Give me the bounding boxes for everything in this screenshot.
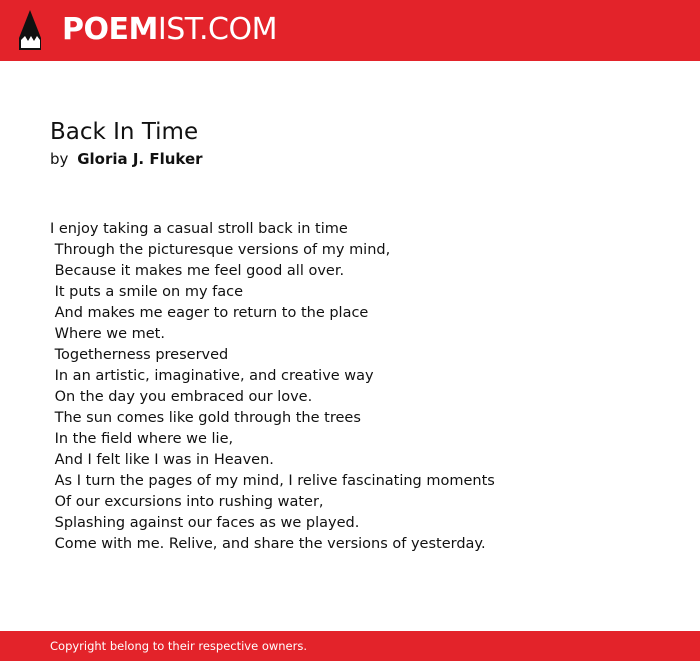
author-name: Gloria J. Fluker [77, 150, 203, 168]
poem-line: Of our excursions into rushing water, [50, 494, 324, 510]
byline [50, 149, 203, 169]
poem-line: And I felt like I was in Heaven. [50, 452, 274, 468]
site-logo-text[interactable] [62, 12, 277, 48]
poem-line: It puts a smile on my face [50, 284, 244, 300]
poem-line: As I turn the pages of my mind, I relive fascinating moments [50, 473, 495, 489]
poem-title: Back In Time [50, 119, 199, 145]
by-label: by [50, 150, 69, 168]
poem-line: I enjoy taking a casual stroll back in time [50, 221, 348, 237]
brand-bold: POEM [62, 12, 158, 47]
poem-body [50, 219, 495, 555]
poem-line: The sun comes like gold through the trees [50, 410, 361, 426]
poem-line: Through the picturesque versions of my mind, [50, 242, 391, 258]
copyright-text: Copyright belong to their respective owners. [50, 639, 308, 653]
poem-line: In the field where we lie, [50, 431, 234, 447]
poem-line: Because it makes me feel good all over. [50, 263, 345, 279]
poem-line: Togetherness preserved [50, 347, 229, 363]
poem-line: Splashing against our faces as we played. [50, 515, 360, 531]
poem-line: Where we met. [50, 326, 165, 342]
site-header [0, 0, 700, 61]
site-footer [0, 631, 700, 661]
poem-line: In an artistic, imaginative, and creative way [50, 368, 374, 384]
poem-line: On the day you embraced our love. [50, 389, 313, 405]
brand-light: IST.COM [157, 12, 277, 47]
pencil-tip-icon[interactable] [17, 8, 43, 52]
poem-line: And makes me eager to return to the place [50, 305, 369, 321]
poem-line: Come with me. Relive, and share the versions of yesterday. [50, 536, 486, 552]
